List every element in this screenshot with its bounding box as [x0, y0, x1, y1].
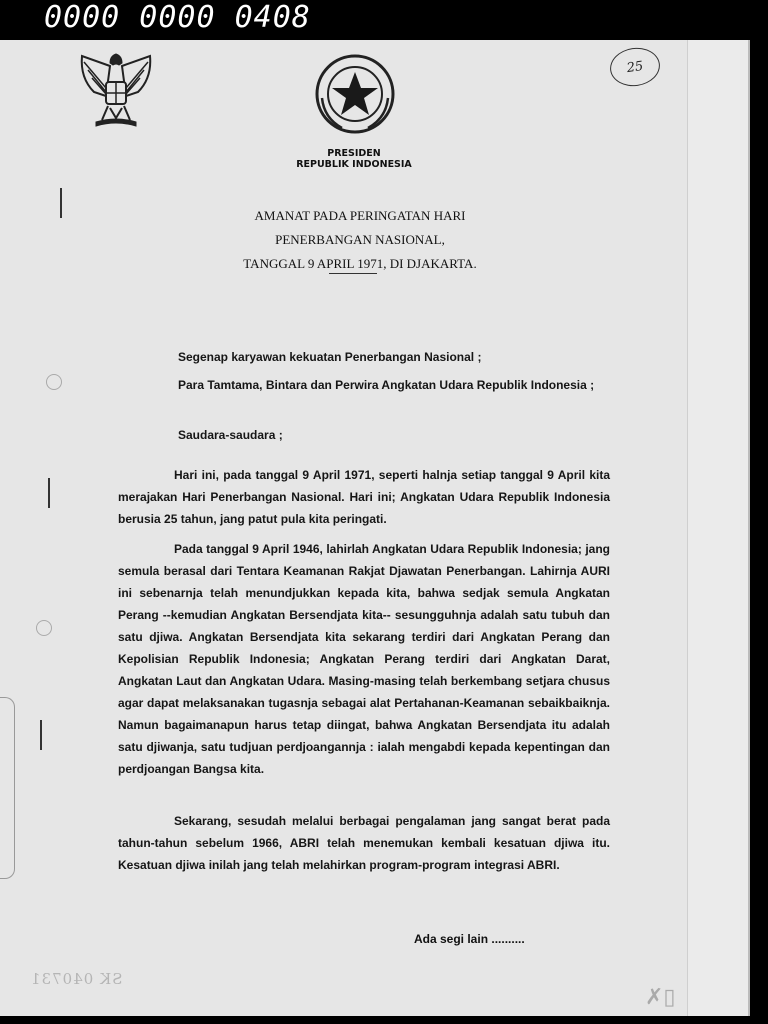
paragraph	[118, 810, 610, 876]
page-number-annotation: 25	[608, 45, 663, 90]
paragraph-text: Pada tanggal 9 April 1946, lahirlah Angkatan Udara Republik Indonesia; jang semula berasal dari Tentara Keamanan Rakjat Djawatan Penerbangan. Lahirnja AURI ini sebenarnja telah menundjukkan kepada kita, bahwa sedjak semula Angkatan Perang --kemudian Angkatan Bersendjata kita-- sesungguhnja adalah satu tubuh dan satu djiwa. Angkatan Bersendjata kita sekarang terdiri dari Angkatan Perang dan Kepolisian Republik Indonesia; Angkatan Perang terdiri dari Angkatan Darat, Angkatan Laut dan Angkatan Udara. Masing-masing telah berkembang setjara chusus agar dapat melaksanakan tugasnja sebagai alat Pertahanan-Keamanan sebaikbaiknja. Namun bagaimanapun harus tetap diingat, bahwa Angkatan Bersendjata itu adalah satu djiwanja, satu tudjuan perdjoangannja : ialah mengabdi kepada kepentingan dan perdjoangan Bangsa kita.	[118, 542, 610, 776]
title-line: PENERBANGAN NASIONAL,	[275, 232, 445, 247]
margin-scribble: ✗▯	[645, 985, 676, 1010]
binder-mark	[40, 720, 42, 750]
title-divider	[329, 273, 377, 274]
paragraph	[118, 538, 610, 780]
letterhead-office: PRESIDEN	[327, 148, 381, 159]
paragraph-text: Hari ini, pada tanggal 9 April 1971, seperti halnja setiap tanggal 9 April kita merajakan Hari Penerbangan Nasional. Hari ini; Angkatan Udara Republik Indonesia berusia 25 tahun, jang patut pula kita peringati.	[118, 468, 610, 526]
film-strip-header: 0000 0000 0408	[44, 0, 311, 35]
punch-hole	[46, 374, 62, 390]
letterhead-country: REPUBLIK INDONESIA	[296, 159, 412, 170]
speech-title	[190, 204, 530, 276]
paragraph-text: Sekarang, sesudah melalui berbagai pengalaman jang sangat berat pada tahun-tahun sebelum 1966, ABRI telah menemukan kembali kesatuan djiwa itu. Kesatuan djiwa inilah jang telah melahirkan program-program integrasi ABRI.	[118, 814, 610, 872]
page-fold-edge	[687, 40, 748, 1016]
salutation: Saudara-saudara ;	[178, 428, 283, 442]
punch-hole	[36, 620, 52, 636]
title-line: AMANAT PADA PERINGATAN HARI	[254, 208, 466, 223]
binder-mark	[60, 188, 62, 218]
salutation: Segenap karyawan kekuatan Penerbangan Nasional ;	[178, 350, 482, 364]
letterhead	[250, 148, 458, 170]
title-line: TANGGAL 9 APRIL 1971, DI DJAKARTA.	[243, 256, 477, 271]
garuda-pancasila-icon	[76, 48, 156, 130]
salutation: Para Tamtama, Bintara dan Perwira Angkatan Udara Republik Indonesia ;	[178, 378, 595, 392]
archive-stamp: SK 040731	[30, 970, 123, 988]
binder-tab	[0, 697, 15, 879]
paragraph	[118, 464, 610, 530]
binder-mark	[48, 478, 50, 508]
continuation-note: Ada segi lain ..........	[414, 932, 525, 946]
presidential-star-seal-icon	[312, 52, 398, 138]
